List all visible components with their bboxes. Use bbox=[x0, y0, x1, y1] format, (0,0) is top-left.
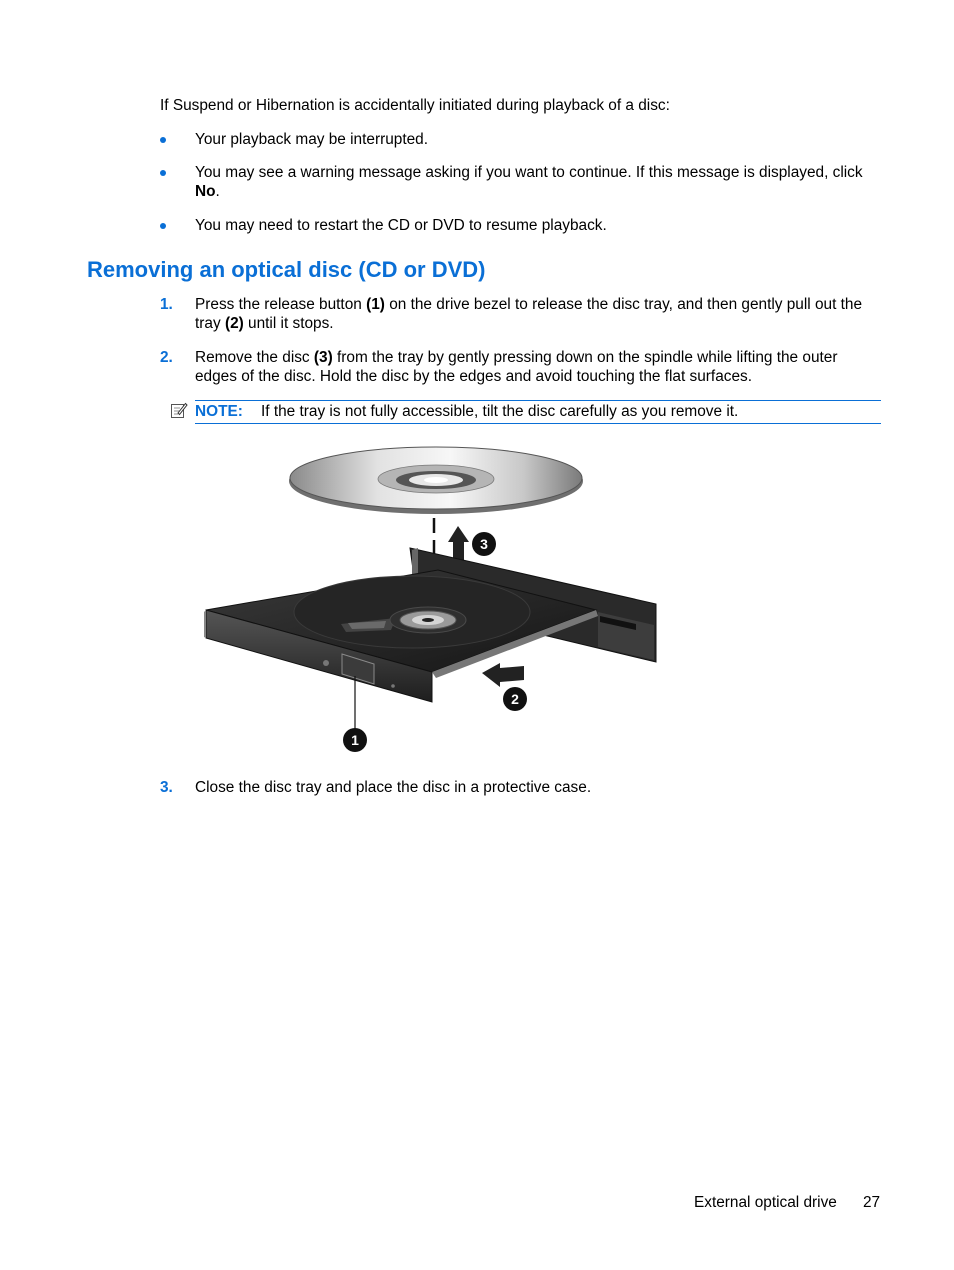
note-box bbox=[195, 400, 881, 424]
note-label: NOTE: bbox=[195, 403, 243, 420]
emergency-eject-hole bbox=[391, 684, 395, 688]
step-text-part: Remove the disc bbox=[195, 349, 314, 366]
step-callout-ref: (2) bbox=[224, 315, 244, 332]
bullet-text-part: You may see a warning message asking if you want to continue. If this message is displayed, click bbox=[195, 164, 863, 181]
bullet-dot-icon bbox=[160, 223, 166, 229]
callout-label: 3 bbox=[480, 536, 488, 552]
callout-label: 2 bbox=[511, 691, 519, 707]
step-callout-ref: (1) bbox=[366, 296, 385, 313]
tray-pull-arrow bbox=[482, 663, 524, 687]
callout-badge-3 bbox=[472, 532, 496, 556]
step-item bbox=[160, 295, 882, 333]
step-text-part: until it stops. bbox=[243, 315, 334, 332]
bullet-dot-icon bbox=[160, 137, 166, 143]
bullet-text bbox=[195, 163, 882, 201]
callout-badge-1 bbox=[343, 728, 367, 752]
intro-text: If Suspend or Hibernation is accidentally initiated during playback of a disc: bbox=[160, 97, 670, 114]
footer-page-number: 27 bbox=[863, 1194, 881, 1211]
bullet-bold-no: No bbox=[195, 183, 216, 200]
callout-label: 1 bbox=[351, 732, 359, 748]
bullet-item bbox=[160, 216, 882, 235]
bullet-item bbox=[160, 130, 882, 149]
bullet-text: Your playback may be interrupted. bbox=[195, 131, 428, 148]
bullet-item bbox=[160, 163, 882, 201]
step-text-part: Press the release button bbox=[195, 296, 367, 313]
step-text bbox=[195, 348, 882, 386]
bullet-text: You may need to restart the CD or DVD to resume playback. bbox=[195, 217, 607, 234]
optical-drive-illustration bbox=[196, 440, 666, 760]
step-text bbox=[195, 295, 882, 333]
callout-badge-2 bbox=[503, 687, 527, 711]
bullet-dot-icon bbox=[160, 170, 166, 176]
bullet-text-part: . bbox=[215, 183, 220, 200]
step-number: 1. bbox=[160, 296, 173, 313]
note-pencil-icon bbox=[170, 401, 188, 419]
step-item bbox=[160, 348, 882, 386]
step-text: Close the disc tray and place the disc in a protective case. bbox=[195, 779, 592, 796]
drive-indicator-light bbox=[323, 660, 329, 666]
step-text-part: on the drive bezel to release the disc tray, and then gently pull out the tray bbox=[195, 296, 863, 332]
step-text-part: from the tray by gently pressing down on the spindle while lifting the outer edges of the disc. Hold the disc by the edges and avoid touching the flat surfaces. bbox=[195, 349, 838, 385]
step-number: 2. bbox=[160, 349, 173, 366]
section-heading: Removing an optical disc (CD or DVD) bbox=[87, 257, 486, 282]
disc bbox=[289, 447, 583, 514]
footer-chapter-title: External optical drive bbox=[694, 1194, 837, 1211]
note-text: If the tray is not fully accessible, tilt the disc carefully as you remove it. bbox=[261, 403, 739, 420]
step-callout-ref: (3) bbox=[313, 349, 333, 366]
step-item bbox=[160, 778, 882, 797]
step-number: 3. bbox=[160, 779, 173, 796]
